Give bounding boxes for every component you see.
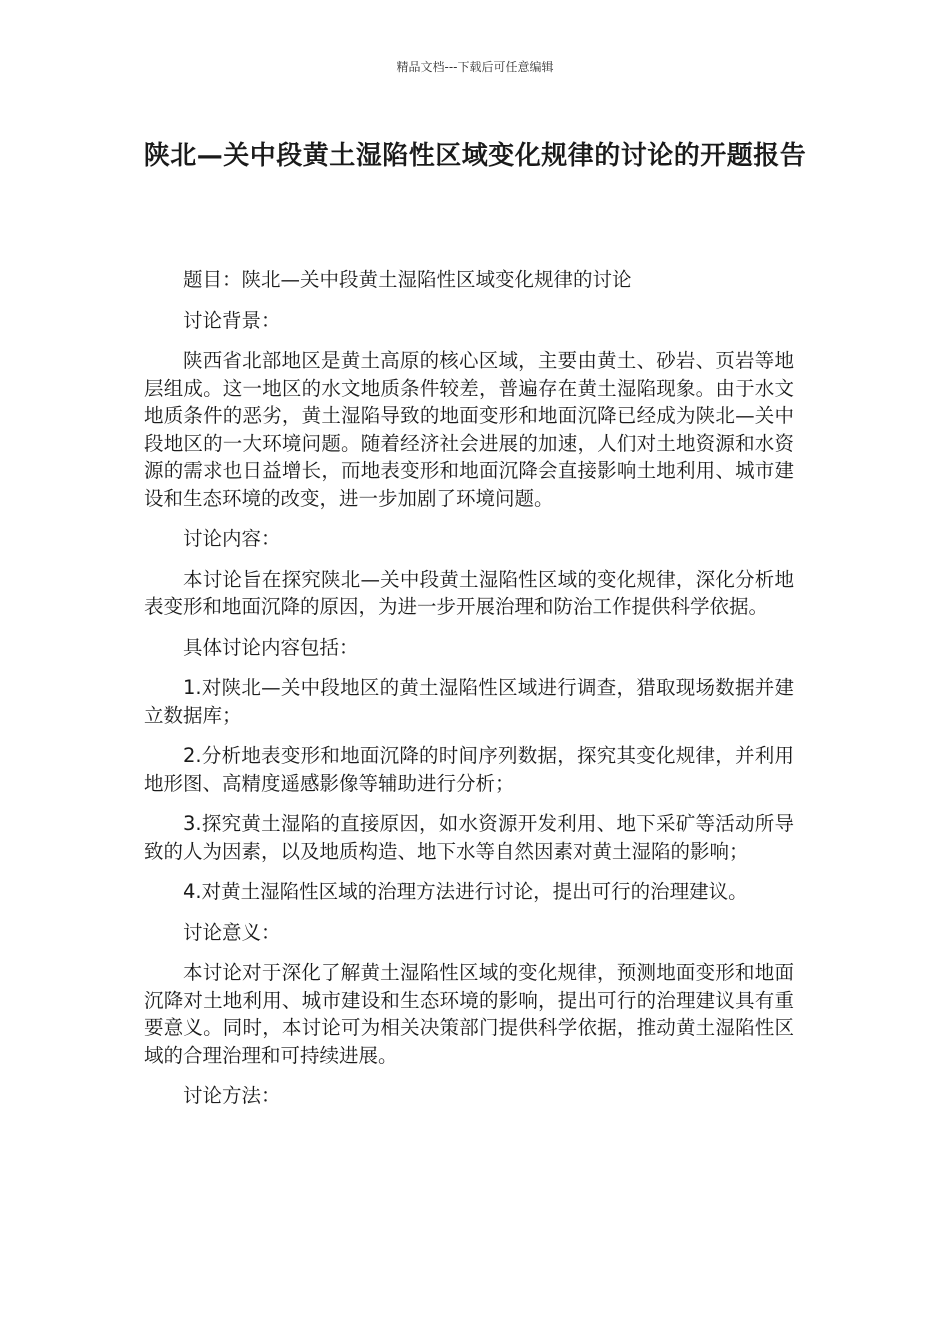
paragraph-background: 陕西省北部地区是黄土高原的核心区域，主要由黄土、砂岩、页岩等地层组成。这一地区的水文地质条件较差，普遍存在黄土湿陷现象。由于水文地质条件的恶劣，黄土湿陷导致的地面变形和地面沉降已经成为陕北—关中段地区的一大环境问题。随着经济社会进展的加速，人们对土地资源和水资源的需求也日益增长，而地表变形和地面沉降会直接影响土地利用、城市建设和生态环境的改变，进一步加剧了环境问题。	[144, 349, 794, 510]
heading-background: 讨论背景：	[183, 308, 281, 332]
heading-significance: 讨论意义：	[183, 920, 281, 944]
document-body	[144, 266, 794, 1123]
list-item-2: 2.分析地表变形和地面沉降的时间序列数据，探究其变化规律，并利用地形图、高精度遥感影像等辅助进行分析；	[144, 744, 794, 795]
heading-specific-content: 具体讨论内容包括：	[183, 635, 359, 659]
heading-content: 讨论内容：	[183, 527, 281, 550]
list-item-3: 3.探究黄土湿陷的直接原因，如水资源开发利用、地下采矿等活动所导致的人为因素，以及地质构造、地下水等自然因素对黄土湿陷的影响；	[144, 812, 794, 863]
page-header-watermark: 精品文档---下载后可任意编辑	[396, 60, 554, 74]
list-item-4: 4.对黄土湿陷性区域的治理方法进行讨论，提出可行的治理建议。	[183, 880, 748, 903]
paragraph-content: 本讨论旨在探究陕北—关中段黄土湿陷性区域的变化规律，深化分析地表变形和地面沉降的原因，为进一步开展治理和防治工作提供科学依据。	[144, 567, 794, 618]
paragraph-significance: 本讨论对于深化了解黄土湿陷性区域的变化规律，预测地面变形和地面沉降对土地利用、城市建设和生态环境的影响，提出可行的治理建议具有重要意义。同时，本讨论可为相关决策部门提供科学依据，推动黄土湿陷性区域的合理治理和可持续进展。	[144, 961, 794, 1067]
list-item-1: 1.对陕北—关中段地区的黄土湿陷性区域进行调查，猎取现场数据并建立数据库；	[144, 676, 794, 727]
document-title: 陕北—关中段黄土湿陷性区域变化规律的讨论的开题报告	[143, 141, 807, 171]
heading-methods: 讨论方法：	[183, 1084, 281, 1107]
paragraph-topic: 题目：陕北—关中段黄土湿陷性区域变化规律的讨论	[183, 268, 632, 291]
